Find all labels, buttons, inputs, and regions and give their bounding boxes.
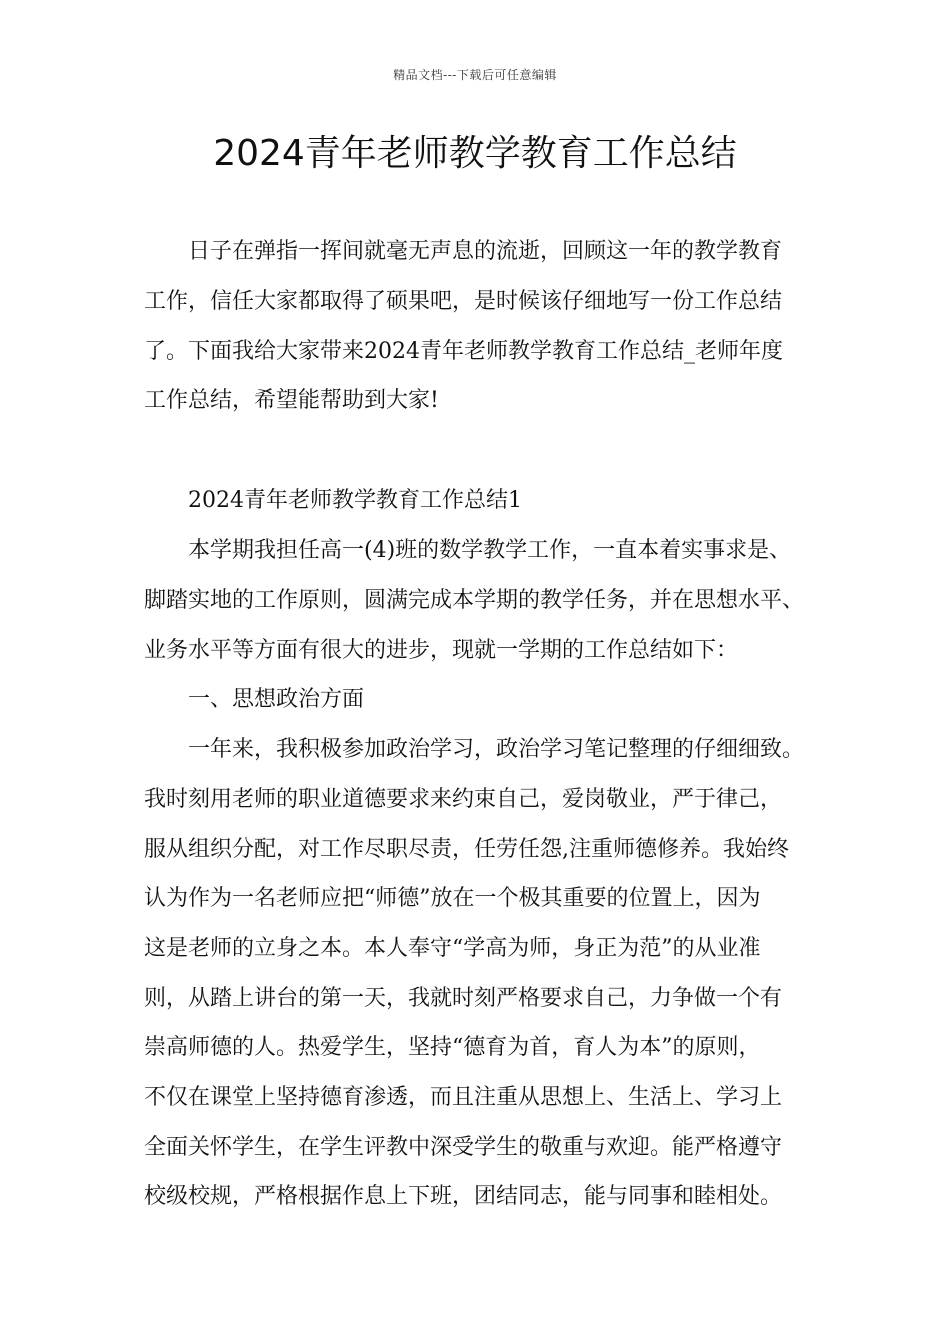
body-line-15: 不仅在课堂上坚持德育渗透，而且注重从思想上、生活上、学习上: [144, 1085, 783, 1110]
document-title: 2024青年老师教学教育工作总结: [213, 133, 737, 174]
body-line-1: 日子在弹指一挥间就毫无声息的流逝，回顾这一年的教学教育: [188, 239, 783, 264]
body-line-6: 脚踏实地的工作原则，圆满完成本学期的教学任务，并在思想水平、: [144, 588, 805, 613]
page-header: 精品文档---下载后可任意编辑: [393, 68, 557, 82]
body-line-17: 校级校规，严格根据作息上下班，团结同志，能与同事和睦相处。: [144, 1184, 783, 1209]
body-line-5: 本学期我担任高一(4)班的数学教学工作，一直本着实事求是、: [188, 538, 792, 563]
body-line-9: 我时刻用老师的职业道德要求来约束自己，爱岗敬业，严于律己，: [144, 787, 783, 812]
body-line-16: 全面关怀学生，在学生评教中深受学生的敬重与欢迎。能严格遵守: [144, 1135, 783, 1160]
body-line-12: 这是老师的立身之本。本人奉守“学高为师，身正为范”的从业准: [144, 936, 761, 961]
body-line-4: 工作总结，希望能帮助到大家!: [144, 388, 439, 413]
body-line-2: 工作，信任大家都取得了硕果吧，是时候该仔细地写一份工作总结: [144, 289, 783, 314]
body-line-7: 业务水平等方面有很大的进步，现就一学期的工作总结如下：: [144, 638, 739, 663]
body-line-11: 认为作为一名老师应把“师德”放在一个极其重要的位置上，因为: [144, 886, 761, 911]
body-line-14: 崇高师德的人。热爱学生，坚持“德育为首，育人为本”的原则，: [144, 1035, 761, 1060]
subsection-heading-1: 一、思想政治方面: [188, 687, 365, 712]
body-line-10: 服从组织分配，对工作尽职尽责，任劳任怨,注重师德修养。我始终: [144, 837, 789, 862]
body-line-8: 一年来，我积极参加政治学习，政治学习笔记整理的仔细细致。: [188, 737, 805, 762]
section-heading-1: 2024青年老师教学教育工作总结1: [188, 488, 522, 513]
body-line-13: 则，从踏上讲台的第一天，我就时刻严格要求自己，力争做一个有: [144, 986, 783, 1011]
body-line-3: 了。下面我给大家带来2024青年老师教学教育工作总结_老师年度: [144, 339, 783, 364]
